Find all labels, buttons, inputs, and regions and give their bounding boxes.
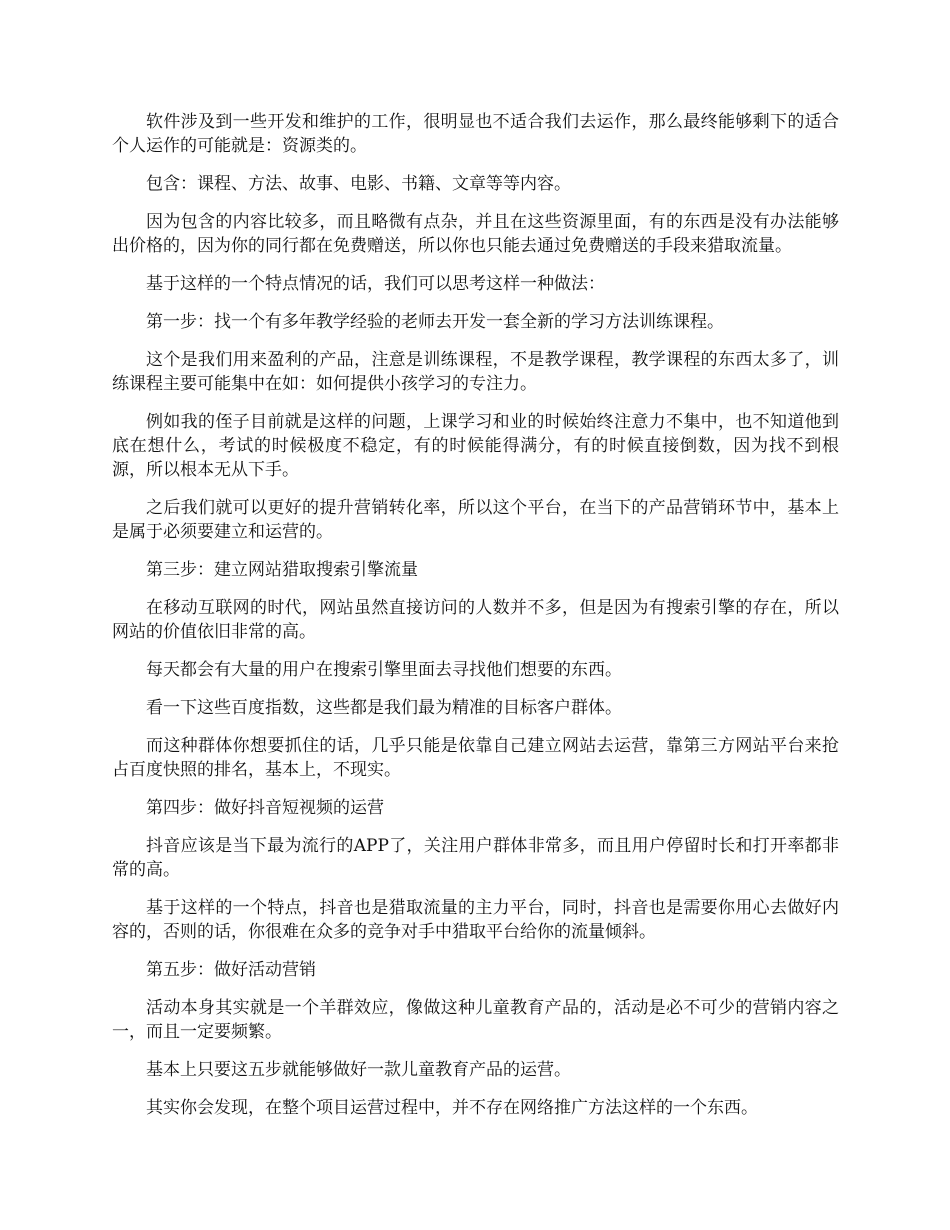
paragraph: 例如我的侄子目前就是这样的问题，上课学习和业的时候始终注意力不集中，也不知道他到底在想什么，考试的时候极度不稳定，有的时候能得满分，有的时候直接倒数，因为找不到根源，所以根本无从下手。 — [112, 412, 839, 480]
paragraph: 抖音应该是当下最为流行的APP了，关注用户群体非常多，而且用户停留时长和打开率都非常的高。 — [112, 836, 839, 880]
paragraph: 活动本身其实就是一个羊群效应，像做这种儿童教育产品的，活动是必不可少的营销内容之一，而且一定要频繁。 — [112, 998, 839, 1042]
paragraph: 之后我们就可以更好的提升营销转化率，所以这个平台，在当下的产品营销环节中，基本上是属于必须要建立和运营的。 — [112, 498, 839, 542]
step-heading: 第一步：找一个有多年教学经验的老师去开发一套全新的学习方法训练课程。 — [146, 312, 724, 332]
paragraph: 基于这样的一个特点情况的话，我们可以思考这样一种做法： — [146, 274, 605, 294]
paragraph: 因为包含的内容比较多，而且略微有点杂，并且在这些资源里面，有的东西是没有办法能够出价格的，因为你的同行都在免费赠送，所以你也只能去通过免费赠送的手段来猎取流量。 — [112, 212, 839, 256]
paragraph: 在移动互联网的时代，网站虽然直接访问的人数并不多，但是因为有搜索引擎的存在，所以网站的价值依旧非常的高。 — [112, 598, 839, 642]
paragraph: 而这种群体你想要抓住的话，几乎只能是依靠自己建立网站去运营，靠第三方网站平台来抢占百度快照的排名，基本上，不现实。 — [112, 736, 839, 780]
paragraph: 每天都会有大量的用户在搜索引擎里面去寻找他们想要的东西。 — [146, 660, 622, 680]
paragraph: 软件涉及到一些开发和维护的工作，很明显也不适合我们去运作，那么最终能够剩下的适合个人运作的可能就是：资源类的。 — [112, 112, 839, 156]
document-body — [112, 110, 839, 1134]
paragraph: 包含：课程、方法、故事、电影、书籍、文章等等内容。 — [146, 174, 571, 194]
step-heading: 第四步：做好抖音短视频的运营 — [146, 798, 384, 818]
paragraph: 基于这样的一个特点，抖音也是猎取流量的主力平台，同时，抖音也是需要你用心去做好内容的，否则的话，你很难在众多的竞争对手中猎取平台给你的流量倾斜。 — [112, 898, 839, 942]
paragraph: 其实你会发现，在整个项目运营过程中，并不存在网络推广方法这样的一个东西。 — [146, 1098, 758, 1118]
step-heading: 第三步：建立网站猎取搜索引擎流量 — [146, 560, 418, 580]
paragraph: 基本上只要这五步就能够做好一款儿童教育产品的运营。 — [146, 1060, 571, 1080]
step-heading: 第五步：做好活动营销 — [146, 960, 316, 980]
paragraph: 看一下这些百度指数，这些都是我们最为精准的目标客户群体。 — [146, 698, 622, 718]
paragraph: 这个是我们用来盈利的产品，注意是训练课程，不是教学课程，教学课程的东西太多了，训练课程主要可能集中在如：如何提供小孩学习的专注力。 — [112, 350, 839, 394]
